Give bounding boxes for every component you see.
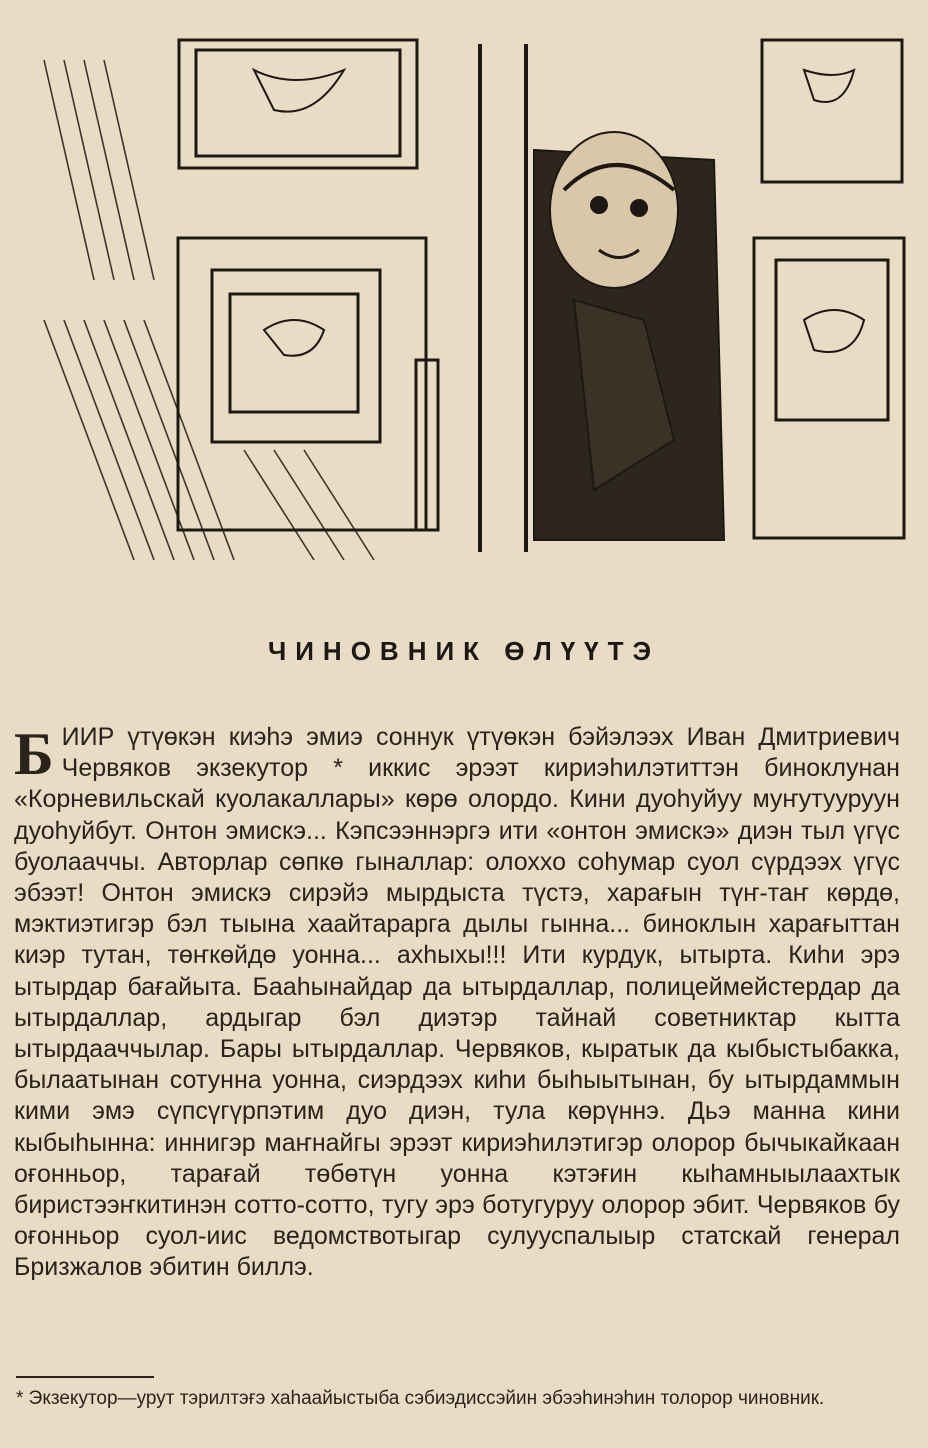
drop-cap: Б (14, 721, 54, 787)
door-panel-top-left (179, 40, 417, 168)
door-panel-center-left (178, 238, 426, 530)
footnote: * Экзекутор—урут тэрилтэғэ хаһаайыстыба сэбиэдиссэйин эбээһинэһин толорор чиновник. (16, 1388, 825, 1409)
peeking-official-figure (534, 132, 724, 540)
footnote-divider (16, 1376, 154, 1378)
article-body (14, 722, 900, 1284)
door-peeking-official-illustration (14, 20, 914, 580)
article-title: ЧИНОВНИК ӨЛҮҮТЭ (267, 636, 661, 666)
body-paragraph: ИИР үтүөкэн киэһэ эмиэ соннук үтүөкэн бэйэлээх Иван Дмитриевич Червяков экзекутор * иккис эрээт кириэһилэтиттэн биноклунан «Корневильскай куолакаллары» көрө олордо. Кини дуоһуйуу муҥутууруун дуоһуйбут. Онтон эмискэ... Кэпсээннэргэ ити «онтон эмискэ» диэн тыл үгүс буолааччы. Авторлар сөпкө гыналлар: олоххо соһумар суол сүрдээх үгүс эбээт! Онтон эмискэ сирэйэ мырдыста түстэ, харағын түҥ-таҥ көрдө, мэктиэтигэр бэл тыына хаайтарарга дылы гынна... биноклын харағыттан киэр тутан, төҥкөйдө уонна... ахһыхы!!! Ити курдук, ытырта. Киһи эрэ ытырдар бағайыта. Бааһынайдар да ытырдаллар, полицеймейстердар да ытырдаллар, ардыгар бэл диэтэр тайнай советниктар кытта ытырдааччылар. Бары ытырдаллар. Червяков, кыратык да кыбыстыбакка, былаатынан сотунна уонна, сиэрдээх киһи быһыытынан, бу ытырдаммын кими эмэ сүпсүгүрпэтим дуо диэн, тула көрүннэ. Дьэ манна кини кыбыһынна: иннигэр маҥнайгы эрээт кириэһилэтигэр олорор бычыкайкаан оғонньор, тарағай төбөтүн уонна кэтэғин кыһамныылаахтык биристээҥкитинэн сотто-сотто, тугу эрэ ботугуруу олорор эбит. Червяков бу оғонньор суол-иис ведомствотыгар сулууспалыыр статскай генерал Бризжалов эбитин биллэ. (14, 723, 900, 1282)
door-panel-top-right (762, 40, 902, 182)
